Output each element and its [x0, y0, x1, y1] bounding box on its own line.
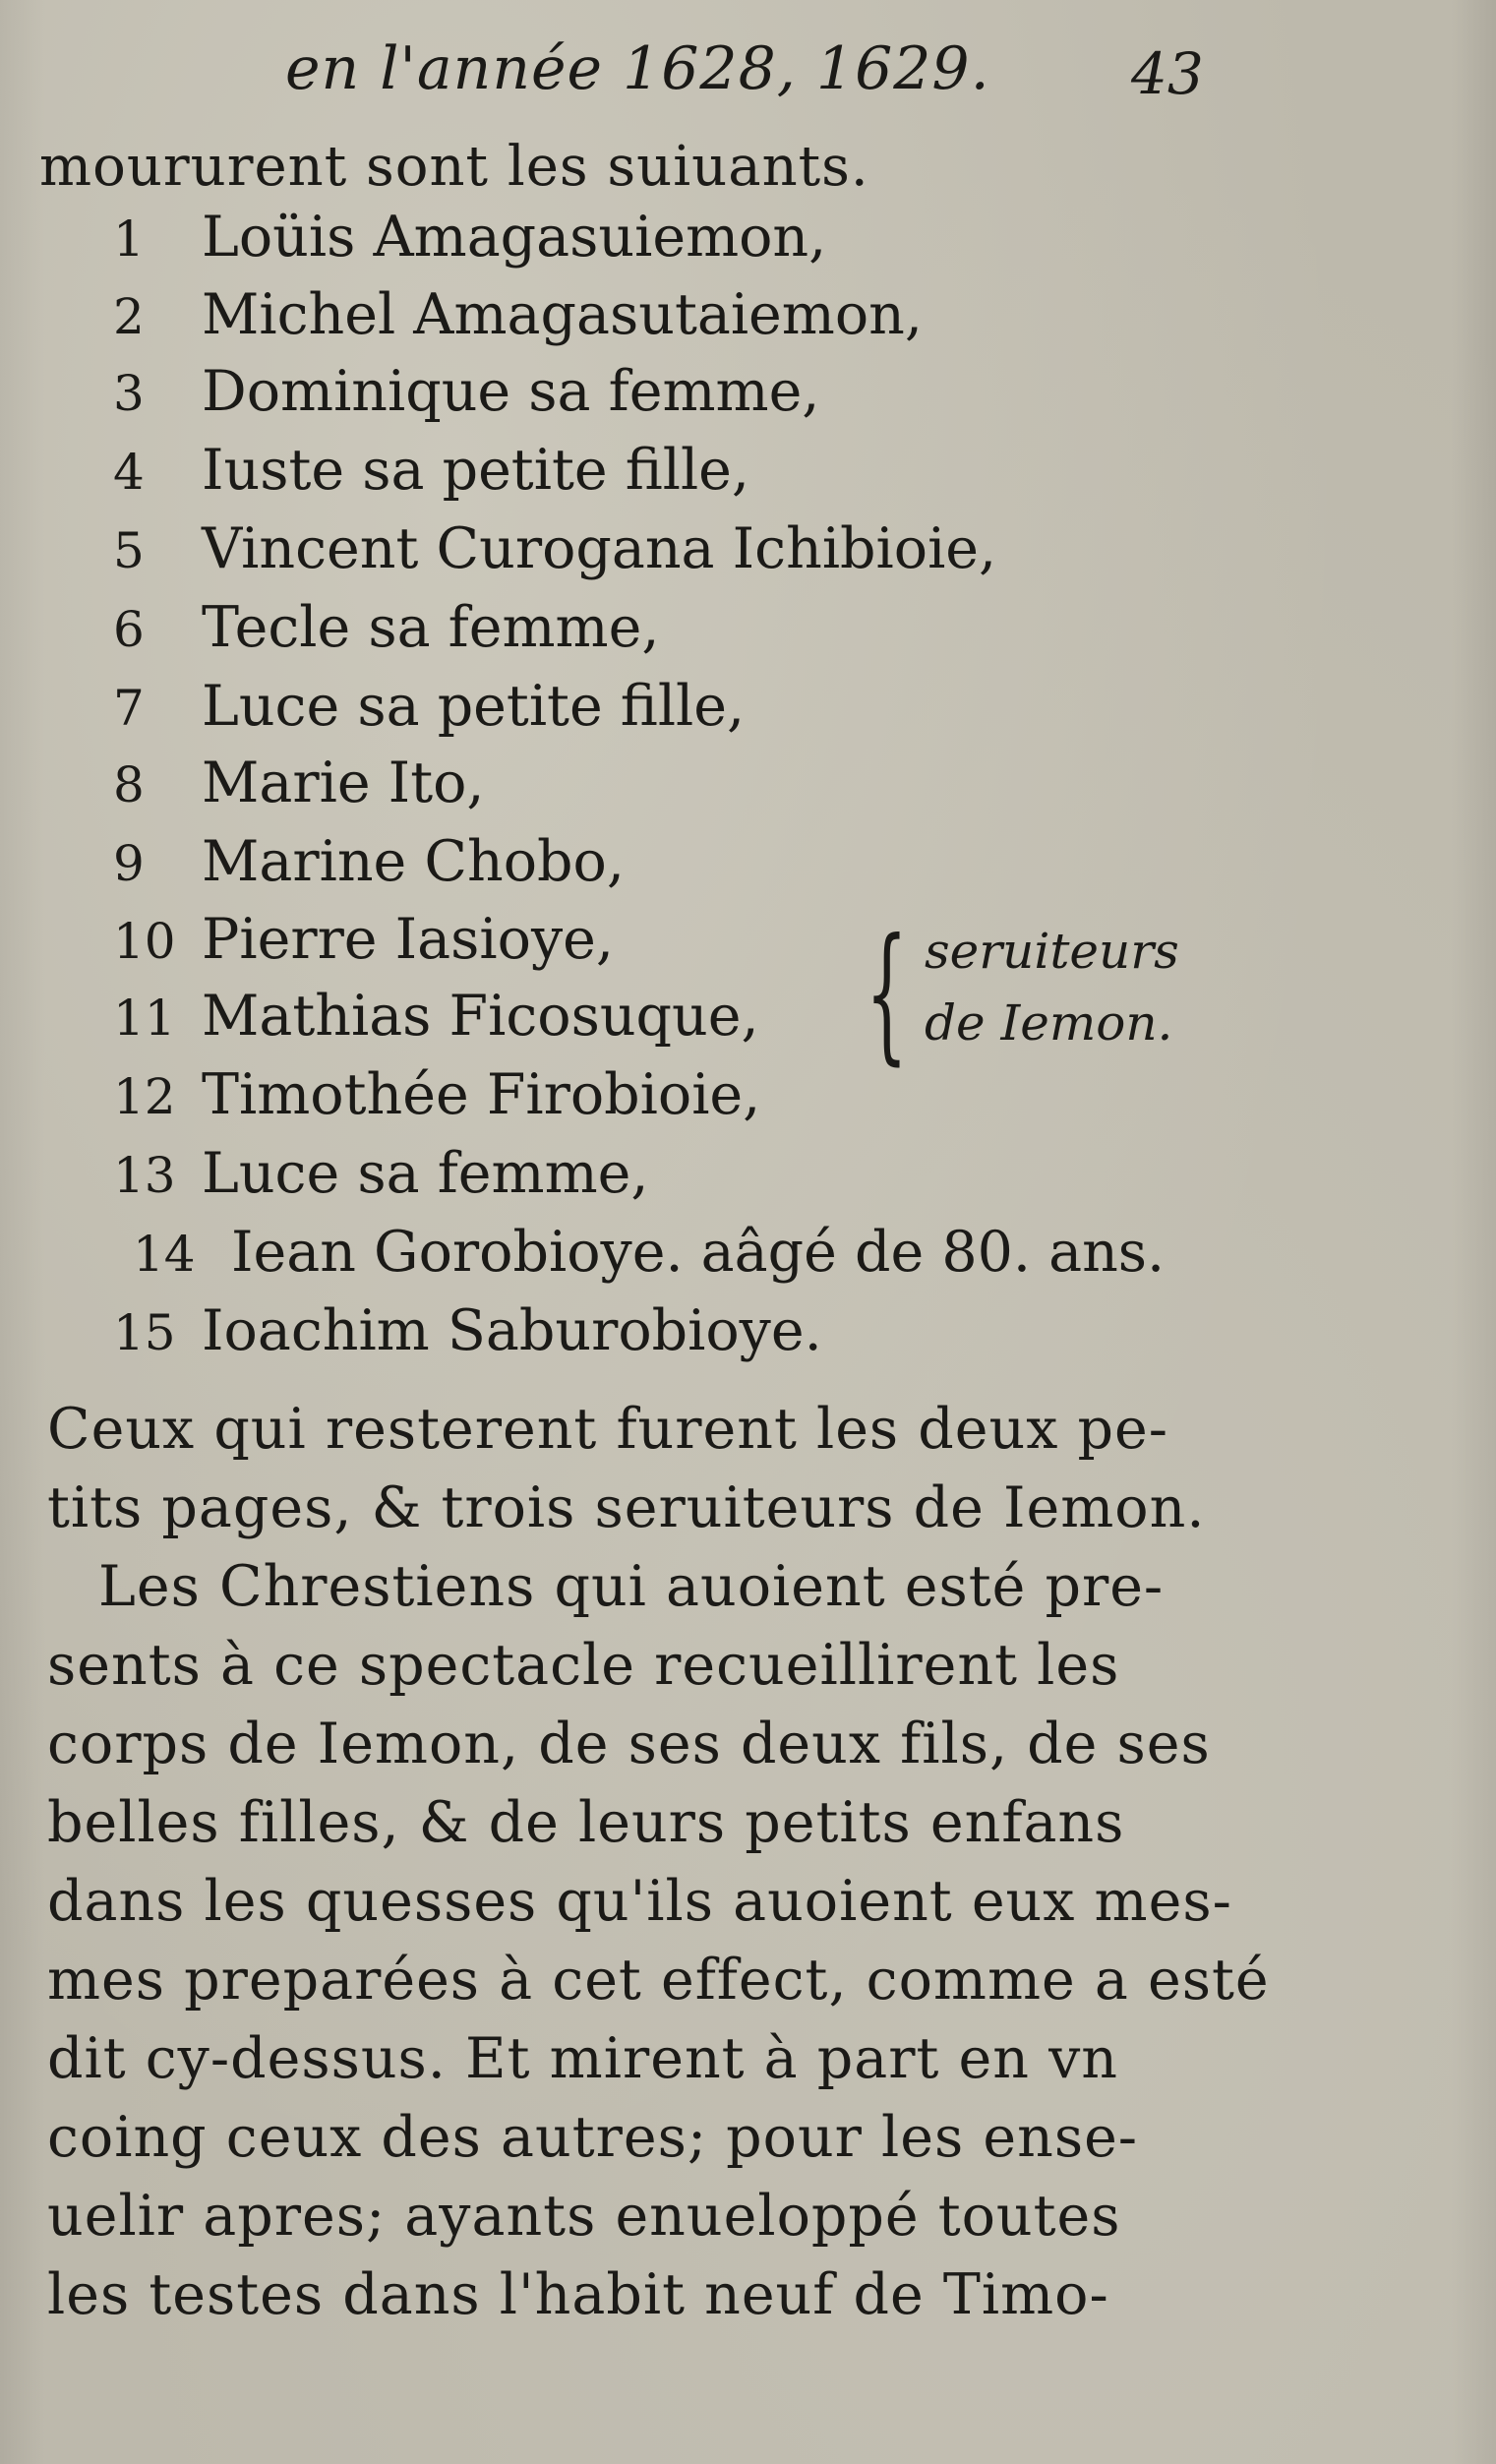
item-name: Marine Chobo, [202, 829, 625, 894]
list-item [113, 1141, 649, 1206]
list-item [113, 751, 485, 815]
paragraph-line: corps de Iemon, de ses deux fils, de ses [47, 1712, 1211, 1776]
item-name: Dominique sa femme, [202, 359, 820, 424]
item-name: Luce sa petite fille, [202, 674, 746, 739]
item-name: Pierre Iasioye, [202, 907, 615, 972]
paragraph-line: mes preparées à cet effect, comme a esté [47, 1948, 1270, 2013]
item-number: 6 [113, 601, 145, 658]
item-name: Mathias Ficosuque, [202, 984, 759, 1049]
list-item [113, 516, 997, 581]
servant-note-line-2: de Iemon. [925, 994, 1173, 1052]
list-item [133, 1220, 1166, 1285]
item-name: Iuste sa petite fille, [202, 438, 750, 503]
item-number: 1 [113, 210, 145, 268]
paragraph-line: belles filles, & de leurs petits enfans [47, 1790, 1125, 1855]
item-name: Timothée Firobioie, [202, 1062, 761, 1127]
item-number: 10 [113, 913, 176, 970]
list-item [113, 595, 660, 660]
list-item [113, 1298, 822, 1363]
list-item [113, 282, 923, 347]
paragraph-line: coing ceux des autres; pour les ense- [47, 2105, 1139, 2170]
intro-line: moururent sont les suiuants. [39, 135, 869, 199]
list-item [113, 829, 625, 894]
item-name: Michel Amagasutaiemon, [202, 282, 923, 347]
paragraph-line: uelir apres; ayants enueloppé toutes [47, 2184, 1121, 2249]
item-name: Iean Gorobioye. aâgé de 80. ans. [231, 1220, 1166, 1285]
page-number: 43 [1131, 40, 1204, 107]
running-title: en l'année 1628, 1629. [285, 34, 990, 103]
item-name: Marie Ito, [202, 751, 485, 815]
list-item [113, 359, 820, 424]
item-number: 13 [113, 1147, 176, 1204]
paragraph-line: Ceux qui resterent furent les deux pe- [47, 1397, 1168, 1462]
item-number: 8 [113, 756, 145, 813]
list-item [113, 984, 759, 1049]
item-number: 5 [113, 522, 145, 579]
list-item [113, 1062, 761, 1127]
item-number: 9 [113, 835, 145, 892]
item-number: 11 [113, 990, 176, 1047]
item-name: Loüis Amagasuiemon, [202, 205, 827, 270]
paragraph-line: sents à ce spectacle recueillirent les [47, 1633, 1120, 1698]
curly-brace: { [866, 908, 908, 1079]
item-name: Tecle sa femme, [202, 595, 660, 660]
paragraph-line: les testes dans l'habit neuf de Timo- [47, 2262, 1109, 2327]
servant-note-line-1: seruiteurs [925, 923, 1179, 980]
item-number: 15 [113, 1304, 176, 1361]
item-name: Luce sa femme, [202, 1141, 649, 1206]
item-number: 7 [113, 680, 145, 737]
item-number: 2 [113, 288, 145, 345]
paragraph-line: Les Chrestiens qui auoient esté pre- [98, 1554, 1165, 1619]
item-number: 3 [113, 365, 145, 422]
paragraph-line: dans les quesses qu'ils auoient eux mes- [47, 1869, 1232, 1934]
item-name: Vincent Curogana Ichibioie, [202, 516, 997, 581]
item-number: 12 [113, 1068, 176, 1125]
item-number: 4 [113, 444, 145, 501]
list-item [113, 674, 746, 739]
paragraph-line: tits pages, & trois seruiteurs de Iemon. [47, 1475, 1206, 1540]
item-name: Ioachim Saburobioye. [202, 1298, 822, 1363]
list-item [113, 205, 827, 270]
paragraph-line: dit cy-dessus. Et mirent à part en vn [47, 2026, 1118, 2091]
item-number: 14 [133, 1226, 196, 1283]
list-item [113, 907, 615, 972]
list-item [113, 438, 750, 503]
